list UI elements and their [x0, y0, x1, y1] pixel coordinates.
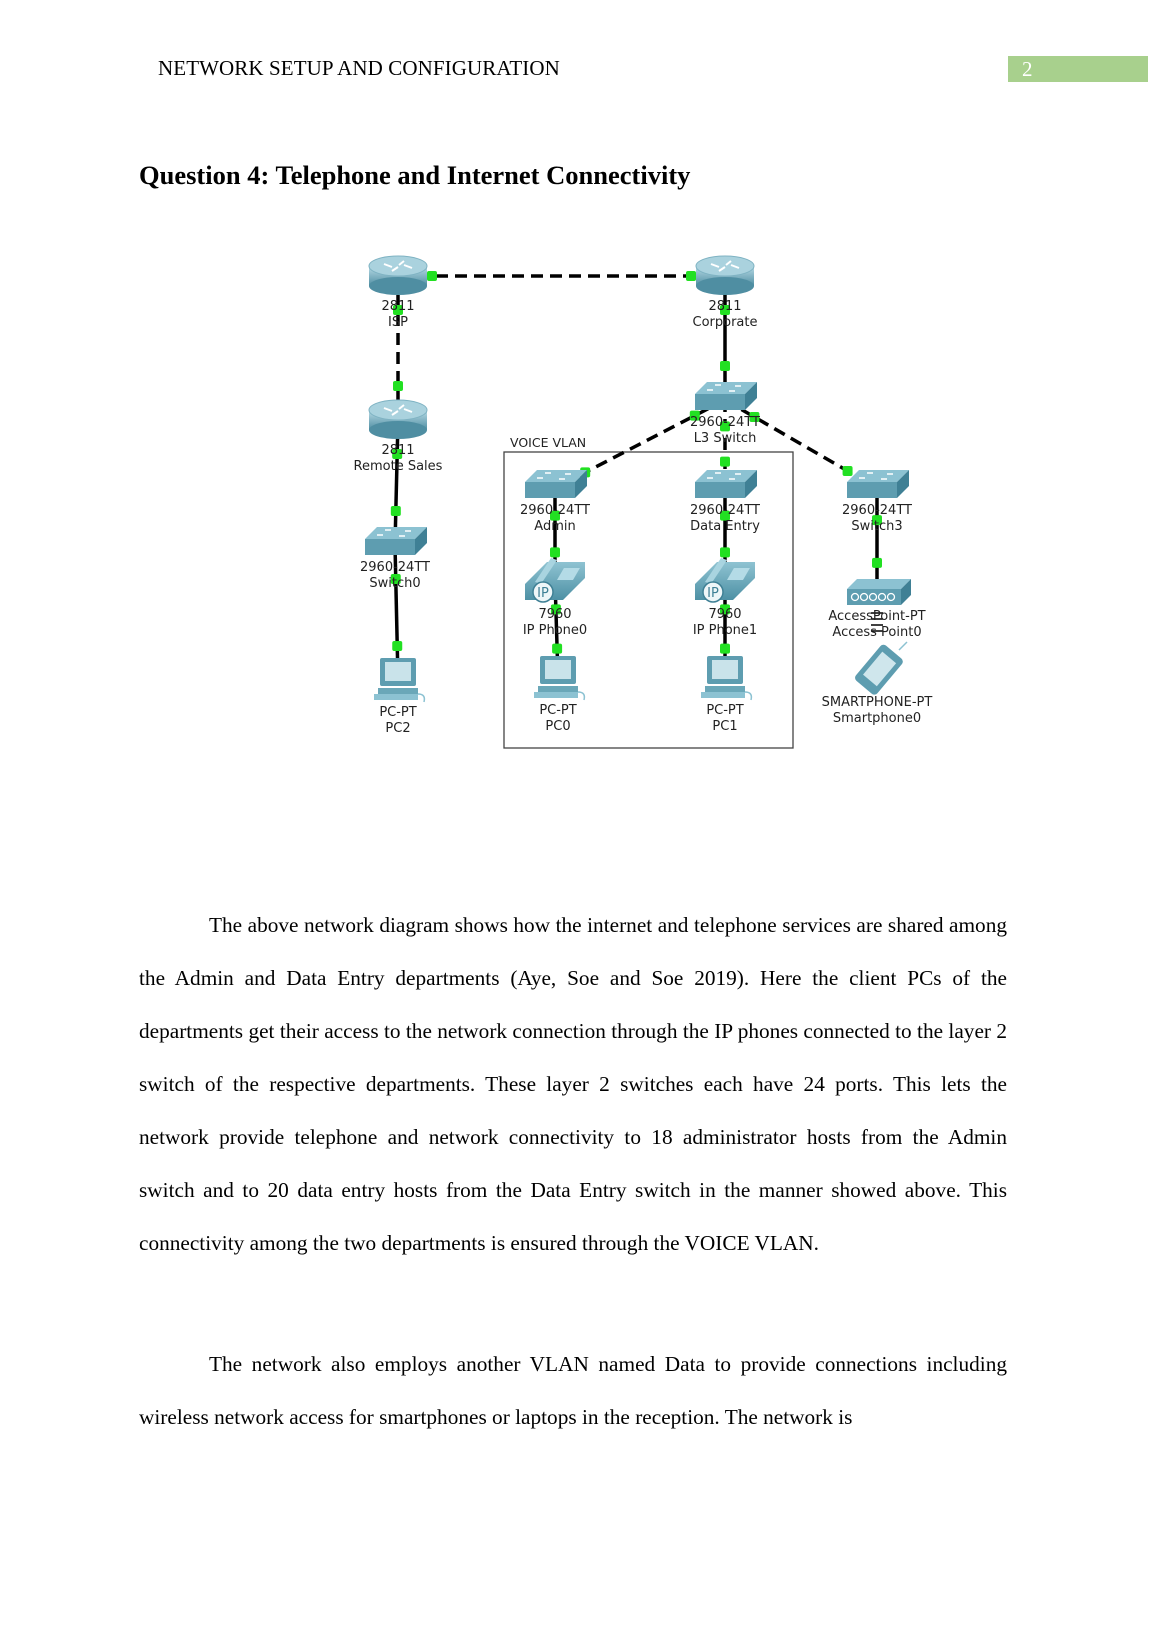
device-name-label: L3 Switch: [693, 431, 757, 446]
device-model-label: 2960-24TT: [690, 503, 760, 518]
device-model-label: 2960-24TT: [842, 503, 912, 518]
port-status-indicator: [872, 558, 882, 568]
access-point-icon-access-point0[interactable]: [828, 579, 925, 640]
port-status-indicator: [720, 547, 730, 557]
device-model-label: 2960-24TT: [520, 503, 590, 518]
device-name-label: Data Entry: [690, 519, 760, 534]
page-number-box: [1008, 56, 1148, 82]
body-paragraph-1: The above network diagram shows how the internet and telephone services are shared among the Admin and Data Entry departments (Aye, Soe and Soe 2019). Here the client PCs of the departments get their access to the network connection through the IP phones connected to the layer 2 switch of the respective departments. These layer 2 switches each have 24 ports. This lets the network provide telephone and network connectivity to 18 administrator hosts from the Admin switch and to 20 data entry hosts from the Data Entry switch in the manner showed above. This connectivity among the two departments is ensured through the VOICE VLAN.: [139, 913, 1007, 1255]
device-name-label: Corporate: [692, 315, 758, 330]
network-topology-diagram: [340, 250, 960, 760]
port-status-indicator: [720, 457, 730, 467]
device-model-label: PC-PT: [539, 703, 577, 718]
device-name-label: ISP: [388, 315, 408, 330]
device-model-label: 7960: [538, 607, 572, 622]
port-status-indicator: [393, 381, 403, 391]
port-status-indicator: [843, 466, 853, 476]
router-icon-isp[interactable]: [369, 256, 427, 330]
pc-icon-pc1[interactable]: [701, 656, 751, 734]
device-model-label: AccessPoint-PT: [828, 609, 926, 624]
device-model-label: 2960-24TT: [690, 415, 760, 430]
device-name-label: Switch3: [851, 519, 903, 534]
device-model-label: 2811: [381, 299, 415, 314]
svg-text:IP: IP: [707, 586, 719, 601]
device-name-label: PC1: [712, 719, 738, 734]
device-name-label: Smartphone0: [832, 711, 922, 726]
router-icon-remote-sales[interactable]: [354, 400, 443, 474]
link-isp-corporate: [398, 271, 725, 281]
port-status-indicator: [720, 644, 730, 654]
pc-icon-pc2[interactable]: [374, 658, 424, 736]
device-name-label: PC2: [385, 721, 411, 736]
port-status-indicator: [720, 361, 730, 371]
page-number: 2: [1022, 57, 1033, 81]
device-name-label: Switch0: [369, 576, 421, 591]
device-name-label: Remote Sales: [353, 459, 443, 474]
device-name-label: IP Phone1: [692, 623, 758, 638]
body-paragraph-2: The network also employs another VLAN named Data to provide connections including wireless network access for smartphones or laptops in the reception. The network is: [139, 1352, 1007, 1429]
svg-text:IP: IP: [537, 586, 549, 601]
device-model-label: SMARTPHONE-PT: [821, 695, 933, 710]
smartphone-icon-smartphone0[interactable]: [822, 642, 933, 726]
voice-vlan-label: VOICE VLAN: [510, 435, 587, 450]
nodes-layer: [354, 256, 933, 736]
device-name-label: PC0: [545, 719, 571, 734]
pc-icon-pc0[interactable]: [534, 656, 584, 734]
router-icon-corporate[interactable]: [693, 256, 758, 330]
links-layer: [391, 271, 883, 680]
port-status-indicator: [391, 506, 401, 516]
device-name-label: Access Point0: [832, 625, 922, 640]
device-model-label: 2811: [381, 443, 415, 458]
running-header-title: NETWORK SETUP AND CONFIGURATION: [158, 56, 560, 80]
port-status-indicator: [427, 271, 437, 281]
port-status-indicator: [550, 547, 560, 557]
device-model-label: PC-PT: [706, 703, 744, 718]
device-name-label: Admin: [534, 519, 576, 534]
port-status-indicator: [392, 641, 402, 651]
device-name-label: IP Phone0: [522, 623, 588, 638]
port-status-indicator: [552, 644, 562, 654]
device-model-label: 7960: [708, 607, 742, 622]
ip-phone-icon-ip-phone1[interactable]: [693, 558, 757, 638]
ip-phone-icon-ip-phone0[interactable]: [523, 558, 587, 638]
device-model-label: PC-PT: [379, 705, 417, 720]
device-model-label: 2811: [708, 299, 742, 314]
port-status-indicator: [686, 271, 696, 281]
device-model-label: 2960-24TT: [360, 560, 430, 575]
section-heading: Question 4: Telephone and Internet Connectivity: [139, 160, 691, 190]
link-isp-remote-sales: [393, 276, 403, 420]
